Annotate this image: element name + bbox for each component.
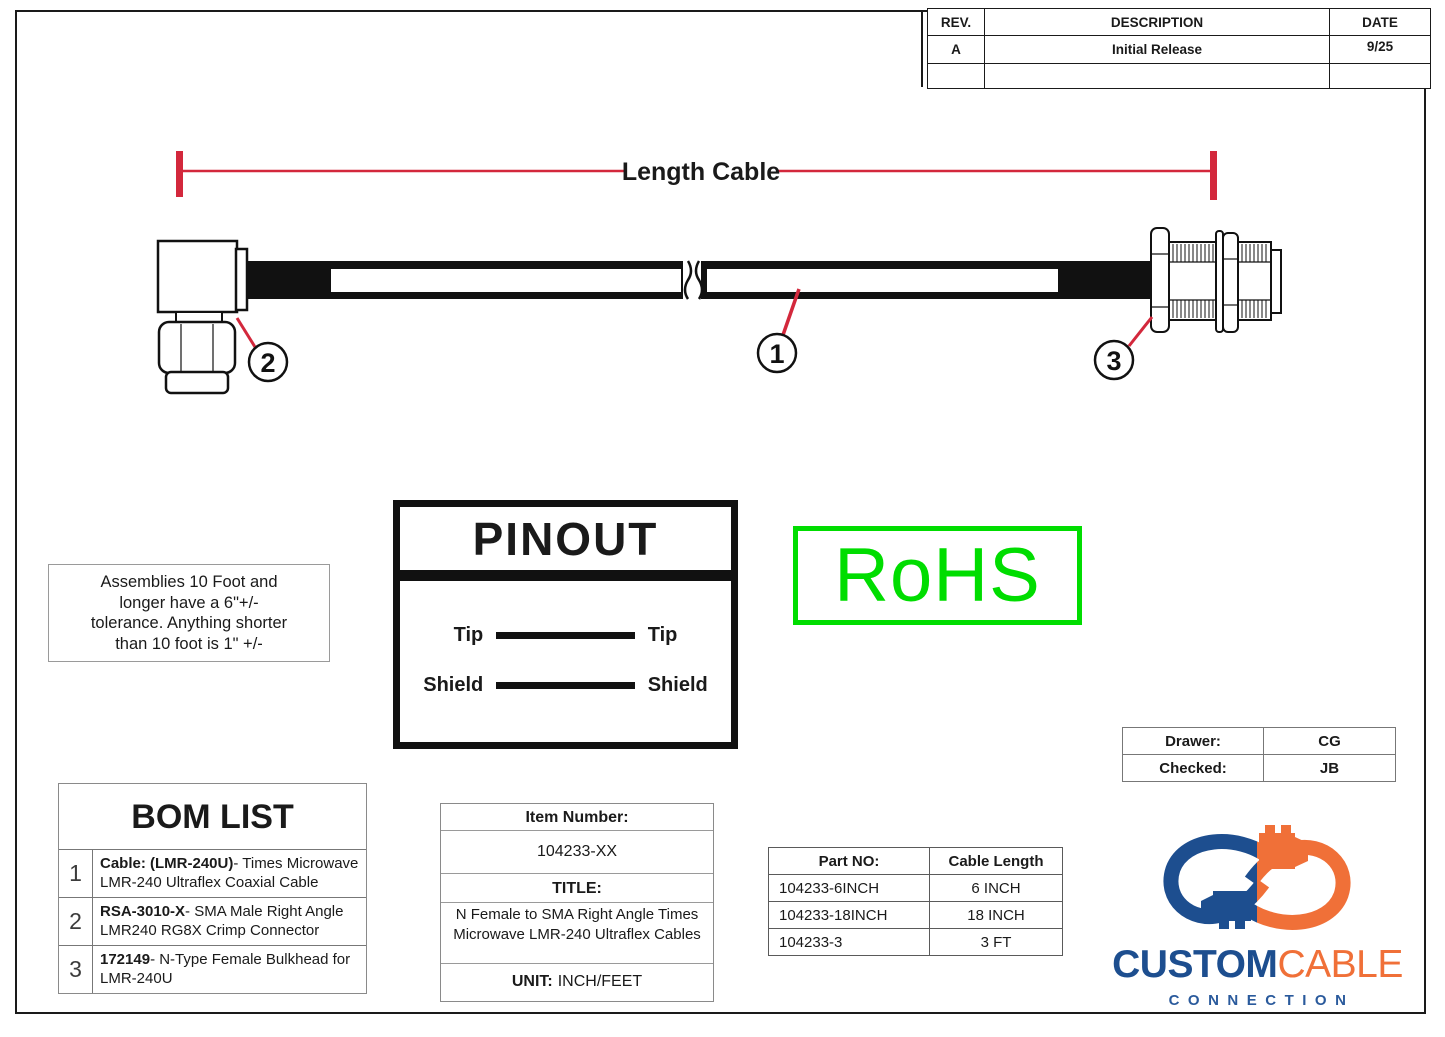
- pin-label-left: Shield: [423, 673, 484, 696]
- callout-1: [758, 289, 799, 372]
- item-number-value: 104233-XX: [441, 831, 713, 874]
- logo-custom: CUSTOM: [1112, 943, 1278, 986]
- bom-item-number: 3: [59, 946, 93, 993]
- drawer-label: Drawer:: [1123, 728, 1264, 755]
- checked-label: Checked:: [1123, 755, 1264, 782]
- logo-wordmark: [1085, 943, 1430, 987]
- pin-label-right: Shield: [647, 673, 708, 696]
- callout-3: [1095, 317, 1152, 379]
- unit-value: INCH/FEET: [557, 973, 643, 990]
- bom-part-text: - SMA Male Right Angle LMR240 RG8X Crimp Connector: [100, 903, 344, 939]
- title-label: TITLE:: [441, 874, 713, 903]
- part-row: [769, 875, 1063, 902]
- part-no: 104233-18INCH: [769, 902, 930, 929]
- bom-row-3: [59, 945, 366, 993]
- date-header: DATE: [1330, 9, 1431, 36]
- cable-length: 18 INCH: [930, 902, 1063, 929]
- item-info-box: [440, 803, 714, 1002]
- bom-item-number: 1: [59, 850, 93, 897]
- callout-2: [237, 318, 287, 381]
- callout-1-number: 1: [769, 339, 785, 369]
- coax-cable: [247, 256, 1156, 304]
- pinout-title: PINOUT: [400, 507, 731, 581]
- date-value: 9/25: [1330, 36, 1431, 64]
- bom-title: BOM LIST: [59, 784, 366, 850]
- checked-row: [1123, 755, 1396, 782]
- rev-value: A: [928, 36, 985, 64]
- drawer-value: CG: [1264, 728, 1396, 755]
- bom-item-description: [93, 946, 366, 993]
- unit-label: UNIT:: [511, 973, 553, 990]
- bom-part-id: 172149: [100, 951, 151, 968]
- part-no-header: Part NO:: [769, 848, 930, 875]
- cable-length: 6 INCH: [930, 875, 1063, 902]
- pin-wire: [496, 682, 634, 689]
- part-no: 104233-3: [769, 929, 930, 956]
- pin-wire: [496, 632, 634, 639]
- note-line: longer have a 6"+/-: [119, 593, 259, 612]
- callout-3-number: 3: [1106, 346, 1122, 376]
- bom-row-1: [59, 850, 366, 897]
- pinout-body: [400, 581, 731, 710]
- note-line: Assemblies 10 Foot and: [100, 573, 278, 591]
- bom-part-id: Cable: (LMR-240U): [100, 855, 234, 872]
- bom-list: [58, 783, 367, 994]
- part-table-header: [769, 848, 1063, 875]
- pin-label-left: Tip: [453, 623, 484, 646]
- callout-2-number: 2: [260, 348, 276, 378]
- bom-item-description: [93, 898, 366, 945]
- pinout-row-tip: [400, 610, 731, 660]
- cable-length-header: Cable Length: [930, 848, 1063, 875]
- title-value: N Female to SMA Right Angle Times Microwave LMR-240 Ultraflex Cables: [441, 903, 713, 964]
- bom-part-id: RSA-3010-X: [100, 903, 186, 920]
- part-row: [769, 902, 1063, 929]
- n-female-bulkhead-connector: [1151, 228, 1281, 332]
- part-row: [769, 929, 1063, 956]
- dimension-label: Length Cable: [621, 158, 781, 186]
- cable-length: 3 FT: [930, 929, 1063, 956]
- bom-part-text: - N-Type Female Bulkhead for LMR-240U: [100, 951, 351, 987]
- company-logo: [1085, 815, 1430, 1011]
- approval-table: [1122, 727, 1396, 782]
- part-no: 104233-6INCH: [769, 875, 930, 902]
- bom-item-number: 2: [59, 898, 93, 945]
- dimension-line: [176, 151, 1217, 200]
- bom-item-description: [93, 850, 366, 897]
- logo-cable: CABLE: [1277, 943, 1403, 986]
- tolerance-note: [48, 564, 330, 662]
- rev-header: REV.: [928, 9, 985, 36]
- description-value: Initial Release: [985, 36, 1330, 64]
- cable-assembly-drawing: [0, 0, 1445, 450]
- description-header: DESCRIPTION: [985, 9, 1330, 36]
- unit-row: [441, 964, 713, 1000]
- checked-value: JB: [1264, 755, 1396, 782]
- note-line: tolerance. Anything shorter: [90, 614, 288, 632]
- part-number-table: [768, 847, 1063, 956]
- item-number-label: Item Number:: [441, 804, 713, 831]
- drawer-row: [1123, 728, 1396, 755]
- rohs-badge: RoHS: [793, 526, 1082, 625]
- sma-right-angle-connector: [158, 241, 247, 393]
- bom-row-2: [59, 897, 366, 945]
- infinity-cable-icon: [1085, 815, 1430, 937]
- orange-plug-icon: [1259, 825, 1308, 869]
- logo-connection: CONNECTION: [1168, 992, 1355, 1009]
- pin-label-right: Tip: [647, 623, 678, 646]
- pinout-row-shield: [400, 660, 731, 710]
- pinout-box: [393, 500, 738, 749]
- note-line: than 10 foot is 1" +/-: [115, 634, 263, 653]
- bom-part-text: - Times Microwave LMR-240 Ultraflex Coaxial Cable: [100, 855, 359, 891]
